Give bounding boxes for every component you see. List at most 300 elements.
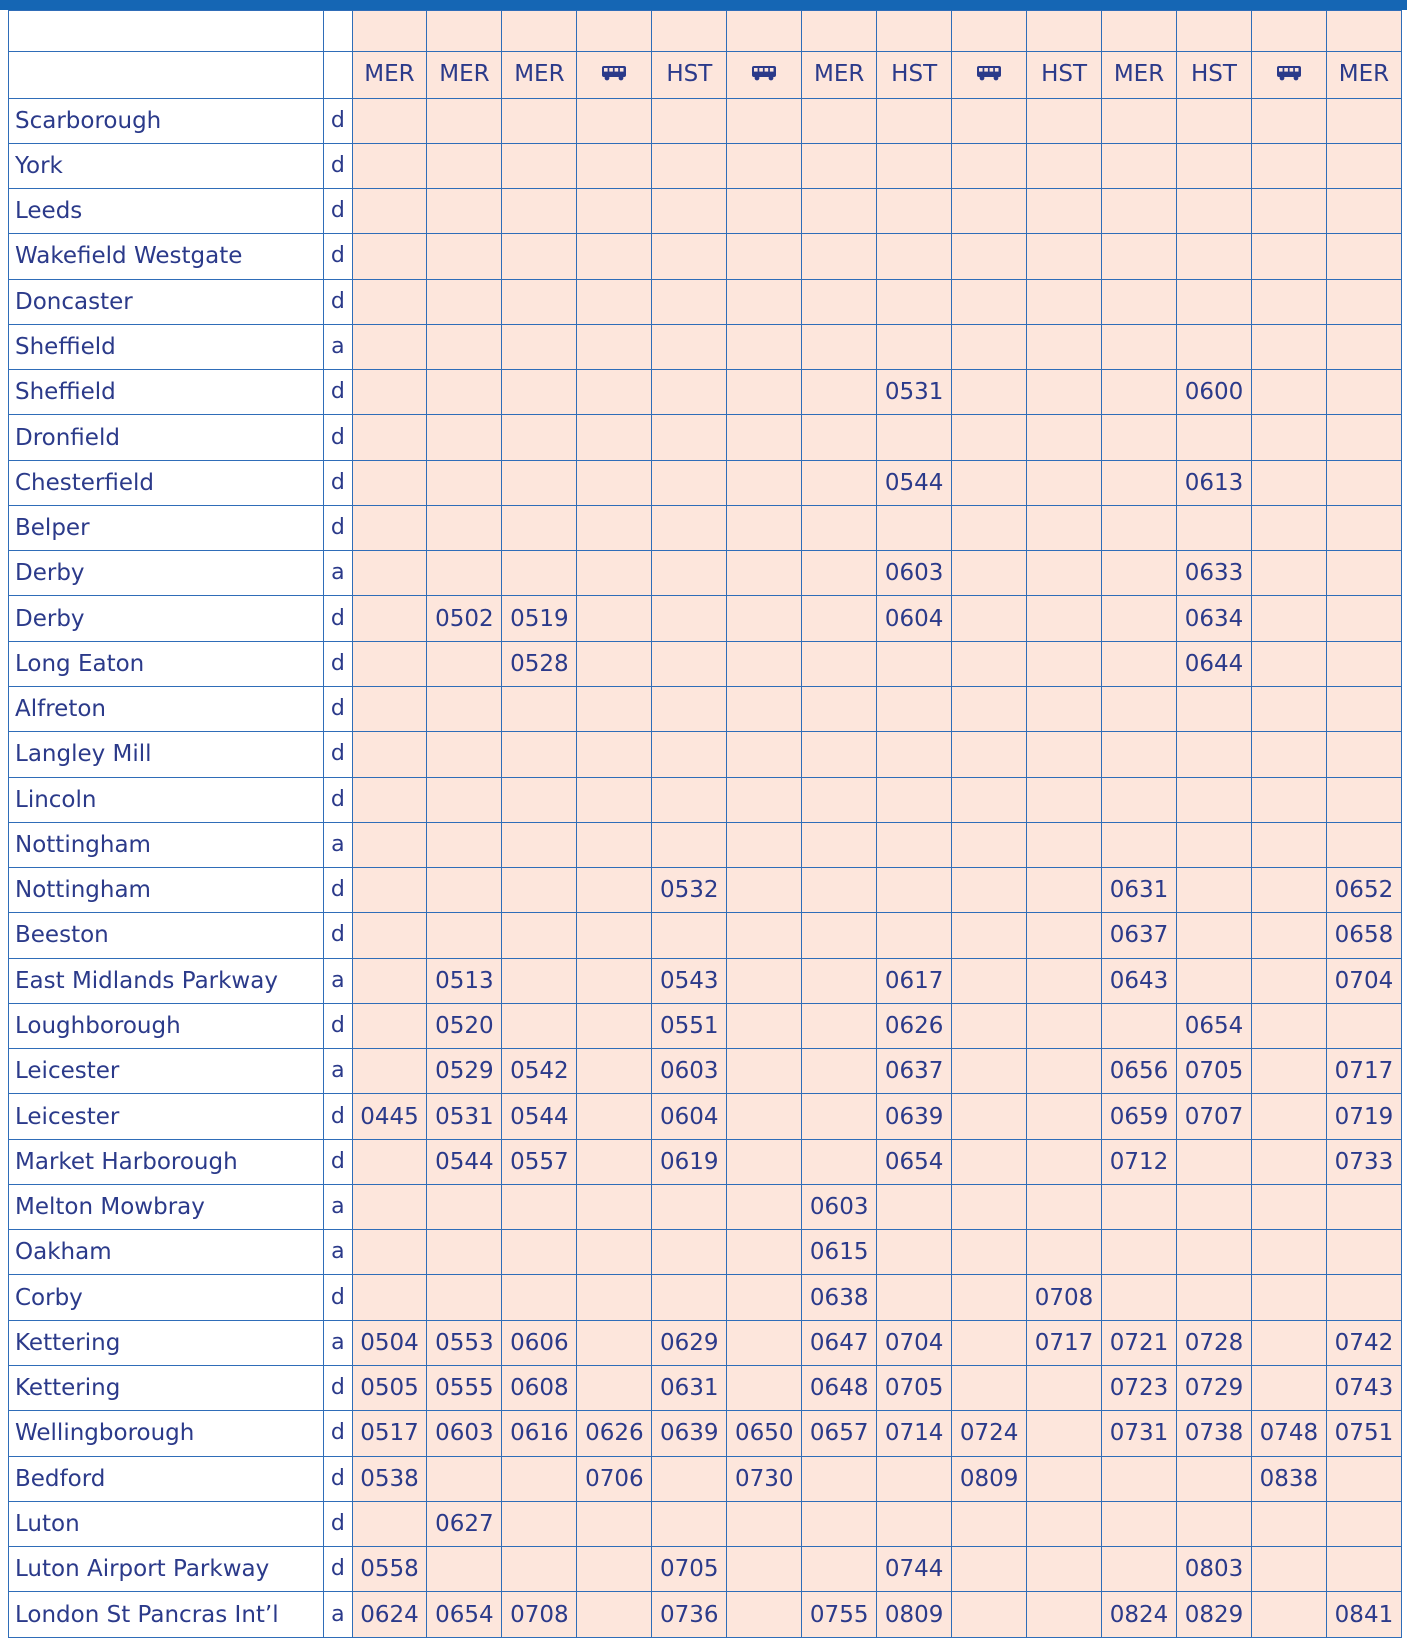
time-cell — [952, 958, 1027, 1003]
time-cell — [1027, 958, 1102, 1003]
time-cell — [952, 279, 1027, 324]
time-cell — [802, 958, 877, 1003]
time-cell — [877, 913, 952, 958]
time-cell — [952, 686, 1027, 731]
time-cell — [427, 551, 502, 596]
time-cell: 0650 — [727, 1411, 802, 1456]
arrive-depart-marker: d — [324, 777, 352, 822]
time-cell — [352, 958, 427, 1003]
time-cell — [1326, 460, 1401, 505]
time-cell — [1251, 1230, 1326, 1275]
column-header-bus — [727, 52, 802, 98]
time-cell — [502, 1456, 577, 1501]
time-cell — [1176, 189, 1251, 234]
time-cell — [652, 234, 727, 279]
time-cell — [1251, 234, 1326, 279]
time-cell — [652, 1230, 727, 1275]
time-cell — [1102, 98, 1177, 143]
time-cell: 0841 — [1326, 1592, 1401, 1638]
time-cell — [1027, 1592, 1102, 1638]
time-cell — [1102, 370, 1177, 415]
time-cell: 0619 — [652, 1139, 727, 1184]
time-cell — [1027, 1230, 1102, 1275]
timetable — [8, 10, 1402, 1638]
arrive-depart-marker: d — [324, 1003, 352, 1048]
time-cell — [1027, 641, 1102, 686]
time-cell — [727, 1320, 802, 1365]
time-cell — [1027, 1547, 1102, 1592]
blank-cell — [324, 11, 352, 52]
time-cell — [952, 1547, 1027, 1592]
time-cell: 0626 — [877, 1003, 952, 1048]
time-cell — [352, 913, 427, 958]
time-cell — [1251, 460, 1326, 505]
time-cell — [877, 505, 952, 550]
time-cell: 0520 — [427, 1003, 502, 1048]
time-cell — [502, 143, 577, 188]
time-cell — [577, 596, 652, 641]
time-cell — [802, 460, 877, 505]
time-cell: 0644 — [1176, 641, 1251, 686]
time-cell: 0724 — [952, 1411, 1027, 1456]
time-cell — [727, 460, 802, 505]
time-cell — [352, 1139, 427, 1184]
time-cell — [652, 1275, 727, 1320]
time-cell — [1326, 189, 1401, 234]
time-cell — [877, 641, 952, 686]
time-cell — [1027, 279, 1102, 324]
time-cell — [502, 551, 577, 596]
time-cell — [577, 1547, 652, 1592]
table-row — [9, 551, 1402, 596]
time-cell — [352, 279, 427, 324]
arrive-depart-marker: d — [324, 1275, 352, 1320]
column-header-bus — [577, 52, 652, 98]
time-cell: 0705 — [1176, 1049, 1251, 1094]
time-cell — [1027, 98, 1102, 143]
time-cell — [952, 505, 1027, 550]
time-cell — [652, 641, 727, 686]
arrive-depart-marker: d — [324, 868, 352, 913]
station-name: Chesterfield — [9, 460, 324, 505]
time-cell — [877, 279, 952, 324]
time-cell — [352, 460, 427, 505]
time-cell — [727, 279, 802, 324]
time-cell — [1176, 234, 1251, 279]
time-cell — [877, 234, 952, 279]
time-cell — [427, 279, 502, 324]
time-cell — [1027, 551, 1102, 596]
time-cell — [727, 1275, 802, 1320]
time-cell: 0654 — [427, 1592, 502, 1638]
time-cell: 0730 — [727, 1456, 802, 1501]
header-corner — [9, 52, 324, 98]
station-name: Luton — [9, 1501, 324, 1546]
time-cell — [502, 189, 577, 234]
table-row — [9, 777, 1402, 822]
time-cell — [577, 958, 652, 1003]
time-cell — [577, 234, 652, 279]
time-cell — [1027, 1094, 1102, 1139]
time-cell — [352, 324, 427, 369]
time-cell — [427, 686, 502, 731]
time-cell — [652, 822, 727, 867]
time-cell — [802, 596, 877, 641]
time-cell: 0748 — [1251, 1411, 1326, 1456]
time-cell — [1027, 777, 1102, 822]
table-row — [9, 189, 1402, 234]
arrive-depart-marker: d — [324, 189, 352, 234]
station-name: East Midlands Parkway — [9, 958, 324, 1003]
time-cell — [1251, 1049, 1326, 1094]
time-cell — [952, 98, 1027, 143]
time-cell — [577, 1365, 652, 1410]
station-name: Derby — [9, 596, 324, 641]
time-cell — [427, 234, 502, 279]
table-row — [9, 596, 1402, 641]
table-row — [9, 460, 1402, 505]
time-cell — [877, 143, 952, 188]
time-cell: 0751 — [1326, 1411, 1401, 1456]
time-cell — [1176, 913, 1251, 958]
time-cell: 0743 — [1326, 1365, 1401, 1410]
time-cell: 0617 — [877, 958, 952, 1003]
time-cell — [427, 370, 502, 415]
time-cell: 0551 — [652, 1003, 727, 1048]
time-cell — [802, 234, 877, 279]
table-row — [9, 913, 1402, 958]
time-cell — [577, 1003, 652, 1048]
time-cell — [577, 505, 652, 550]
table-row — [9, 868, 1402, 913]
time-cell: 0742 — [1326, 1320, 1401, 1365]
time-cell — [502, 822, 577, 867]
arrive-depart-marker: a — [324, 1049, 352, 1094]
table-row — [9, 1049, 1402, 1094]
arrive-depart-marker: d — [324, 98, 352, 143]
time-cell — [352, 777, 427, 822]
station-name: Melton Mowbray — [9, 1184, 324, 1229]
time-cell — [1027, 234, 1102, 279]
time-cell — [652, 1456, 727, 1501]
station-name: Derby — [9, 551, 324, 596]
time-cell — [1251, 98, 1326, 143]
time-cell — [577, 143, 652, 188]
time-cell — [1326, 279, 1401, 324]
time-cell — [352, 1184, 427, 1229]
time-cell: 0643 — [1102, 958, 1177, 1003]
table-row — [9, 1139, 1402, 1184]
time-cell — [427, 1275, 502, 1320]
time-cell — [727, 641, 802, 686]
time-cell — [1251, 777, 1326, 822]
time-cell — [727, 1094, 802, 1139]
time-cell — [1251, 1139, 1326, 1184]
time-cell — [727, 143, 802, 188]
time-cell: 0705 — [877, 1365, 952, 1410]
time-cell — [727, 98, 802, 143]
time-cell — [1027, 1003, 1102, 1048]
time-cell — [1176, 732, 1251, 777]
time-cell: 0824 — [1102, 1592, 1177, 1638]
time-cell — [1102, 189, 1177, 234]
time-cell — [1176, 1456, 1251, 1501]
time-cell — [652, 1501, 727, 1546]
time-cell — [652, 460, 727, 505]
time-cell — [1102, 279, 1177, 324]
time-cell: 0723 — [1102, 1365, 1177, 1410]
time-cell — [1176, 777, 1251, 822]
time-cell — [1102, 822, 1177, 867]
time-cell — [1027, 1139, 1102, 1184]
time-cell — [877, 822, 952, 867]
time-cell — [952, 234, 1027, 279]
time-cell — [1326, 98, 1401, 143]
arrive-depart-marker: d — [324, 234, 352, 279]
table-row — [9, 1411, 1402, 1456]
table-row — [9, 641, 1402, 686]
time-cell — [802, 279, 877, 324]
bus-icon — [601, 52, 627, 97]
time-cell: 0659 — [1102, 1094, 1177, 1139]
time-cell: 0538 — [352, 1456, 427, 1501]
station-name: Belper — [9, 505, 324, 550]
time-cell — [877, 686, 952, 731]
table-row — [9, 1501, 1402, 1546]
time-cell — [427, 732, 502, 777]
time-cell — [802, 505, 877, 550]
time-cell: 0603 — [802, 1184, 877, 1229]
arrive-depart-marker: d — [324, 370, 352, 415]
blank-header-row — [9, 11, 1402, 52]
blank-cell — [1326, 11, 1401, 52]
time-cell — [952, 1230, 1027, 1275]
time-cell — [1102, 732, 1177, 777]
arrive-depart-marker: d — [324, 1547, 352, 1592]
table-row — [9, 1456, 1402, 1501]
time-cell — [952, 913, 1027, 958]
time-cell — [1326, 777, 1401, 822]
time-cell — [1326, 415, 1401, 460]
blank-cell — [352, 11, 427, 52]
header-corner — [324, 52, 352, 98]
time-cell: 0604 — [877, 596, 952, 641]
time-cell — [352, 1003, 427, 1048]
time-cell: 0603 — [652, 1049, 727, 1094]
time-cell — [727, 415, 802, 460]
time-cell — [802, 1501, 877, 1546]
time-cell — [952, 822, 1027, 867]
table-row — [9, 143, 1402, 188]
time-cell — [1326, 596, 1401, 641]
time-cell: 0712 — [1102, 1139, 1177, 1184]
time-cell — [1251, 596, 1326, 641]
time-cell: 0608 — [502, 1365, 577, 1410]
time-cell — [1326, 234, 1401, 279]
time-cell — [952, 1184, 1027, 1229]
time-cell — [502, 370, 577, 415]
time-cell — [577, 189, 652, 234]
time-cell — [727, 1592, 802, 1638]
time-cell — [427, 505, 502, 550]
time-cell — [1176, 822, 1251, 867]
time-cell — [1251, 641, 1326, 686]
time-cell: 0809 — [877, 1592, 952, 1638]
time-cell — [1251, 1592, 1326, 1638]
time-cell — [577, 551, 652, 596]
column-header-operator: MER — [502, 52, 577, 98]
time-cell — [577, 822, 652, 867]
time-cell — [352, 1275, 427, 1320]
time-cell — [952, 1003, 1027, 1048]
arrive-depart-marker: d — [324, 143, 352, 188]
time-cell: 0531 — [877, 370, 952, 415]
time-cell: 0615 — [802, 1230, 877, 1275]
time-cell — [802, 551, 877, 596]
time-cell — [727, 370, 802, 415]
time-cell: 0714 — [877, 1411, 952, 1456]
station-name: Sheffield — [9, 324, 324, 369]
table-row — [9, 822, 1402, 867]
station-name: Sheffield — [9, 370, 324, 415]
time-cell — [952, 1275, 1027, 1320]
time-cell — [352, 143, 427, 188]
time-cell — [1251, 370, 1326, 415]
time-cell — [502, 1230, 577, 1275]
time-cell — [652, 279, 727, 324]
time-cell — [502, 686, 577, 731]
bus-icon — [751, 52, 777, 97]
table-row — [9, 958, 1402, 1003]
time-cell — [727, 1184, 802, 1229]
blank-cell — [427, 11, 502, 52]
time-cell — [1176, 505, 1251, 550]
time-cell — [1251, 505, 1326, 550]
time-cell — [1102, 234, 1177, 279]
time-cell: 0744 — [877, 1547, 952, 1592]
table-row — [9, 1275, 1402, 1320]
table-row — [9, 324, 1402, 369]
time-cell — [952, 460, 1027, 505]
time-cell — [502, 913, 577, 958]
time-cell: 0708 — [1027, 1275, 1102, 1320]
time-cell — [1102, 460, 1177, 505]
time-cell — [502, 1184, 577, 1229]
time-cell — [652, 98, 727, 143]
time-cell: 0606 — [502, 1320, 577, 1365]
time-cell: 0717 — [1326, 1049, 1401, 1094]
time-cell — [352, 415, 427, 460]
time-cell — [877, 868, 952, 913]
time-cell — [1102, 686, 1177, 731]
time-cell — [1251, 1275, 1326, 1320]
time-cell: 0627 — [427, 1501, 502, 1546]
time-cell — [727, 1049, 802, 1094]
time-cell — [1176, 98, 1251, 143]
time-cell — [802, 98, 877, 143]
time-cell — [1102, 1003, 1177, 1048]
time-cell — [952, 1501, 1027, 1546]
time-cell — [877, 98, 952, 143]
time-cell — [1102, 415, 1177, 460]
time-cell — [577, 1230, 652, 1275]
arrive-depart-marker: d — [324, 686, 352, 731]
time-cell — [1027, 460, 1102, 505]
column-header-operator: MER — [802, 52, 877, 98]
time-cell — [1027, 1411, 1102, 1456]
column-header-operator: MER — [427, 52, 502, 98]
time-cell — [1176, 1139, 1251, 1184]
time-cell — [352, 1049, 427, 1094]
time-cell — [577, 1139, 652, 1184]
time-cell — [502, 1501, 577, 1546]
column-header-operator: MER — [1326, 52, 1401, 98]
time-cell — [502, 505, 577, 550]
time-cell — [577, 868, 652, 913]
time-cell: 0728 — [1176, 1320, 1251, 1365]
time-cell — [802, 777, 877, 822]
time-cell: 0502 — [427, 596, 502, 641]
time-cell — [802, 1094, 877, 1139]
time-cell — [1027, 1501, 1102, 1546]
time-cell: 0648 — [802, 1365, 877, 1410]
column-header-bus — [1251, 52, 1326, 98]
table-row — [9, 370, 1402, 415]
time-cell: 0544 — [502, 1094, 577, 1139]
blank-cell — [577, 11, 652, 52]
time-cell: 0529 — [427, 1049, 502, 1094]
time-cell — [427, 1456, 502, 1501]
time-cell — [577, 460, 652, 505]
time-cell — [652, 189, 727, 234]
time-cell — [952, 189, 1027, 234]
time-cell — [802, 324, 877, 369]
time-cell: 0809 — [952, 1456, 1027, 1501]
time-cell: 0544 — [877, 460, 952, 505]
time-cell — [427, 777, 502, 822]
time-cell — [1027, 732, 1102, 777]
time-cell — [1027, 1184, 1102, 1229]
column-header-operator: HST — [652, 52, 727, 98]
time-cell — [1326, 324, 1401, 369]
time-cell — [502, 234, 577, 279]
time-cell — [727, 732, 802, 777]
time-cell — [727, 1230, 802, 1275]
time-cell — [1326, 370, 1401, 415]
arrive-depart-marker: d — [324, 1139, 352, 1184]
blank-cell — [1176, 11, 1251, 52]
time-cell — [352, 551, 427, 596]
time-cell — [727, 234, 802, 279]
time-cell — [1176, 1230, 1251, 1275]
arrive-depart-marker: a — [324, 551, 352, 596]
time-cell — [802, 641, 877, 686]
time-cell — [1102, 1501, 1177, 1546]
header-bar — [0, 0, 1407, 10]
time-cell — [727, 1501, 802, 1546]
time-cell — [577, 370, 652, 415]
time-cell — [427, 822, 502, 867]
time-cell — [427, 1230, 502, 1275]
station-name: Lincoln — [9, 777, 324, 822]
time-cell — [952, 777, 1027, 822]
time-cell — [1102, 641, 1177, 686]
time-cell — [427, 460, 502, 505]
time-cell — [1251, 1547, 1326, 1592]
arrive-depart-marker: a — [324, 1592, 352, 1638]
time-cell — [352, 732, 427, 777]
blank-cell — [1102, 11, 1177, 52]
